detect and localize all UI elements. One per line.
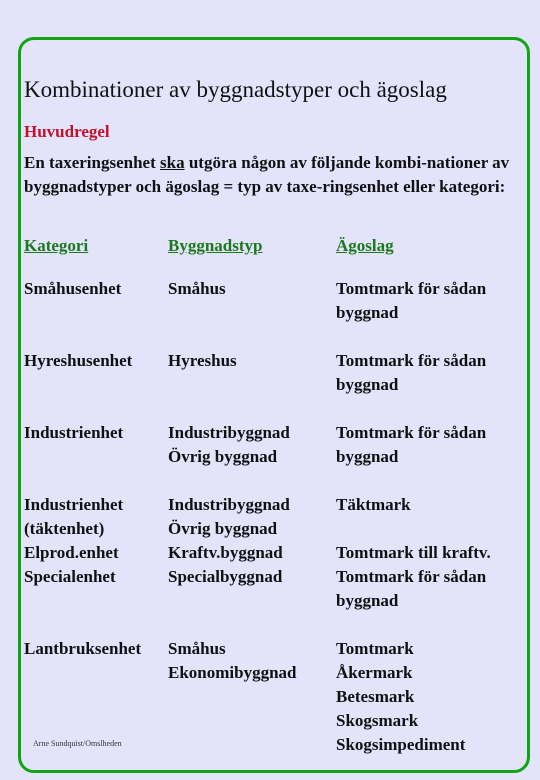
page-title: Kombinationer av byggnadstyper och ägoslag	[24, 77, 447, 102]
cell-line: Småhusenhet	[24, 279, 122, 298]
cell-line: Tomtmark för sådan	[336, 423, 487, 442]
table-cell-agoslag	[336, 493, 491, 613]
cell-line: Industrienhet	[24, 495, 124, 514]
table-cell-kategori	[24, 349, 132, 373]
cell-line: Industribyggnad	[168, 423, 290, 442]
cell-line: (täktenhet)	[24, 519, 105, 538]
cell-line: Tomtmark för sådan	[336, 351, 487, 370]
intro-text-after: utgöra någon av följande kombi-nationer av byggnadstyper och ägoslag = typ av taxe-ringsenhet eller kategori:	[24, 153, 510, 196]
cell-line: Övrig byggnad	[168, 447, 278, 466]
cell-line: Specialbyggnad	[168, 567, 283, 586]
cell-line: Ekonomibyggnad	[168, 663, 297, 682]
header-kategori: Kategori	[24, 236, 89, 255]
table-cell-kategori	[24, 277, 121, 301]
cell-line: Specialenhet	[24, 567, 116, 586]
cell-line: Småhus	[168, 639, 226, 658]
table-cell-byggnadstyp	[168, 421, 290, 469]
cell-line: Betesmark	[336, 687, 415, 706]
cell-line: Övrig byggnad	[168, 519, 278, 538]
table-cell-agoslag	[336, 277, 486, 325]
intro-emphasis: ska	[160, 153, 185, 172]
author-credit: Arne Sundquist/Omslheden	[33, 739, 122, 748]
cell-line: Skogsimpediment	[336, 735, 466, 754]
cell-line: Hyreshus	[168, 351, 237, 370]
cell-line: byggnad	[336, 375, 399, 394]
table-cell-kategori	[24, 637, 141, 661]
intro-paragraph	[24, 151, 524, 199]
table-cell-byggnadstyp	[168, 493, 290, 589]
table-cell-agoslag	[336, 637, 465, 757]
table-cell-agoslag	[336, 421, 486, 469]
cell-line: Tomtmark till kraftv.	[336, 543, 491, 562]
table-cell-byggnadstyp	[168, 637, 297, 685]
cell-line: Tomtmark för sådan	[336, 279, 487, 298]
header-byggnadstyp: Byggnadstyp	[168, 236, 263, 255]
cell-line	[336, 517, 491, 541]
table-cell-byggnadstyp	[168, 349, 237, 373]
cell-line: Tomtmark för sådan	[336, 567, 487, 586]
cell-line: Industribyggnad	[168, 495, 290, 514]
table-cell-kategori	[24, 421, 123, 445]
cell-line: Lantbruksenhet	[24, 639, 142, 658]
table-cell-byggnadstyp	[168, 277, 226, 301]
cell-line: byggnad	[336, 447, 399, 466]
cell-line: Tomtmark	[336, 639, 414, 658]
table-cell-agoslag	[336, 349, 486, 397]
cell-line: Åkermark	[336, 663, 413, 682]
header-agoslag: Ägoslag	[336, 236, 394, 255]
table-cell-kategori	[24, 493, 123, 589]
intro-text-before: En taxeringsenhet	[24, 153, 160, 172]
cell-line: Industrienhet	[24, 423, 124, 442]
cell-line: Täktmark	[336, 495, 411, 514]
cell-line: Kraftv.byggnad	[168, 543, 283, 562]
rule-heading: Huvudregel	[24, 122, 110, 141]
cell-line: Elprod.enhet	[24, 543, 119, 562]
cell-line: byggnad	[336, 591, 399, 610]
cell-line: Skogsmark	[336, 711, 419, 730]
cell-line: Hyreshusenhet	[24, 351, 133, 370]
cell-line: byggnad	[336, 303, 399, 322]
cell-line: Småhus	[168, 279, 226, 298]
